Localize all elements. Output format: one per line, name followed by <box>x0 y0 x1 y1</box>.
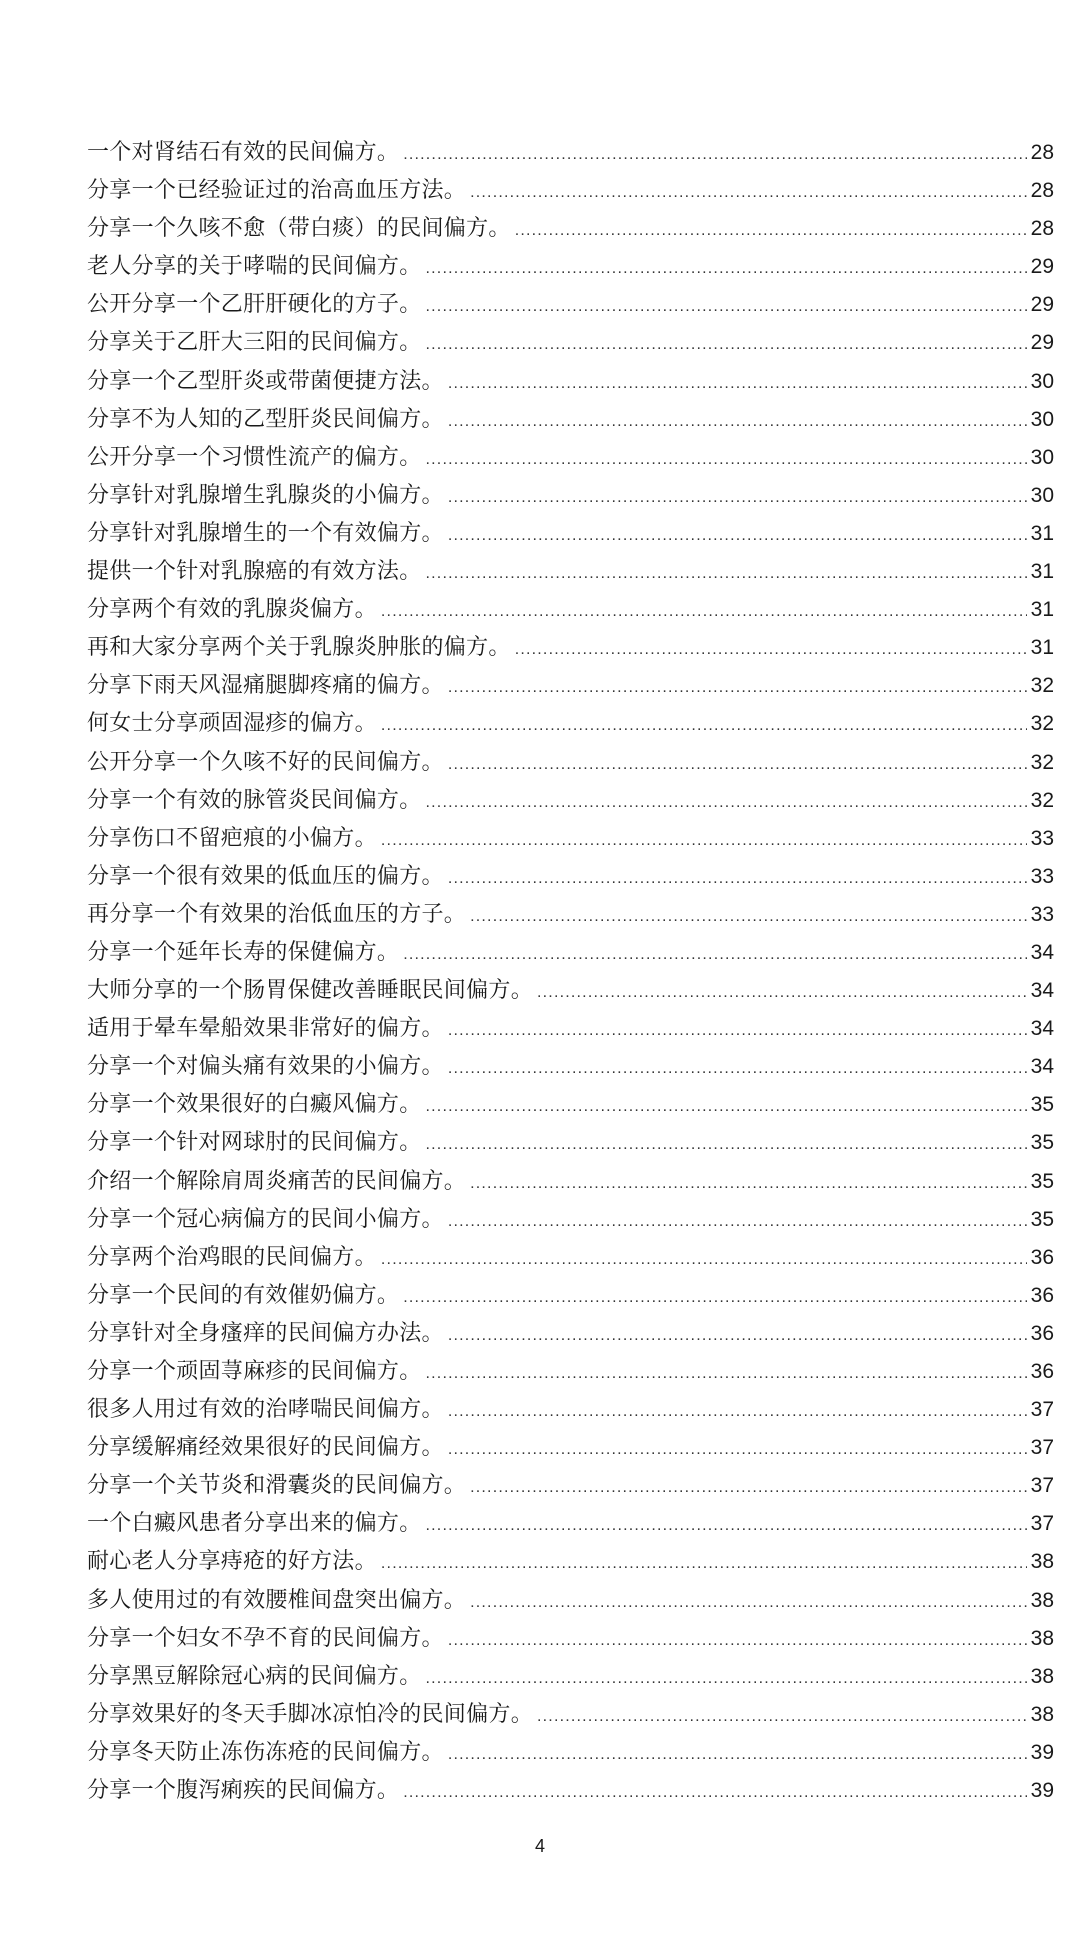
toc-dot-leader <box>448 860 1027 898</box>
toc-dot-leader <box>403 1279 1026 1317</box>
toc-entry-title: 分享两个治鸡眼的民间偏方。 <box>87 1244 377 1270</box>
toc-dot-leader <box>448 669 1027 707</box>
toc-entry-page: 33 <box>1030 826 1054 850</box>
toc-entry[interactable] <box>87 744 1054 782</box>
toc-entry-page: 35 <box>1030 1207 1054 1231</box>
toc-dot-leader <box>470 1584 1027 1622</box>
toc-dot-leader <box>515 631 1027 669</box>
toc-dot-leader <box>426 1126 1027 1164</box>
toc-entry[interactable] <box>87 1505 1054 1543</box>
toc-entry-page: 34 <box>1030 1017 1054 1041</box>
toc-dot-leader <box>426 288 1027 326</box>
toc-entry[interactable] <box>87 172 1054 210</box>
toc-entry-title: 分享伤口不留疤痕的小偏方。 <box>87 825 377 851</box>
toc-entry-page: 38 <box>1030 1588 1054 1612</box>
toc-entry-title: 分享一个效果很好的白癜风偏方。 <box>87 1092 422 1118</box>
toc-entry-title: 适用于晕车晕船效果非常好的偏方。 <box>87 1016 444 1042</box>
toc-dot-leader <box>403 1774 1026 1812</box>
toc-entry-title: 分享一个已经验证过的治高血压方法。 <box>87 178 467 204</box>
toc-entry-page: 37 <box>1030 1474 1054 1498</box>
toc-dot-leader <box>381 1241 1027 1279</box>
toc-entry[interactable] <box>87 1010 1054 1048</box>
toc-entry-page: 36 <box>1030 1360 1054 1383</box>
toc-entry-page: 31 <box>1030 560 1054 584</box>
toc-entry[interactable] <box>87 1239 1054 1277</box>
toc-entry-page: 31 <box>1030 521 1054 545</box>
toc-dot-leader <box>426 441 1027 479</box>
toc-entry-title: 分享一个冠心病偏方的民间小偏方。 <box>87 1206 444 1232</box>
toc-dot-leader <box>426 784 1027 822</box>
toc-entry-title: 分享冬天防止冻伤冻疮的民间偏方。 <box>87 1739 444 1765</box>
toc-entry-page: 33 <box>1030 902 1054 926</box>
toc-entry-page: 28 <box>1030 217 1054 241</box>
toc-entry-title: 分享一个对偏头痛有效果的小偏方。 <box>87 1054 444 1080</box>
toc-dot-leader <box>448 365 1027 403</box>
toc-entry-page: 33 <box>1030 864 1054 888</box>
toc-entry-title: 分享针对乳腺增生乳腺炎的小偏方。 <box>87 482 444 508</box>
toc-entry[interactable] <box>87 134 1054 172</box>
toc-entry[interactable] <box>87 1543 1054 1581</box>
toc-dot-leader <box>470 898 1027 936</box>
toc-entry-title: 分享一个很有效果的低血压的偏方。 <box>87 863 444 889</box>
toc-dot-leader <box>426 250 1027 288</box>
toc-entry-page: 34 <box>1030 940 1054 964</box>
toc-entry[interactable] <box>87 1315 1054 1353</box>
toc-entry-title: 分享一个妇女不孕不育的民间偏方。 <box>87 1625 444 1651</box>
toc-entry-page: 31 <box>1030 598 1054 622</box>
toc-entry-page: 35 <box>1030 1131 1054 1155</box>
toc-entry[interactable] <box>87 401 1054 439</box>
toc-entry-page: 38 <box>1030 1664 1054 1688</box>
toc-dot-leader <box>448 1012 1027 1050</box>
toc-entry[interactable] <box>87 1277 1054 1315</box>
toc-entry-title: 分享一个久咳不愈（带白痰）的民间偏方。 <box>87 216 511 242</box>
toc-entry-title: 公开分享一个习惯性流产的偏方。 <box>87 444 422 470</box>
toc-entry-title: 多人使用过的有效腰椎间盘突出偏方。 <box>87 1587 467 1613</box>
toc-entry[interactable] <box>87 1124 1054 1162</box>
toc-entry[interactable] <box>87 934 1054 972</box>
toc-entry[interactable] <box>87 1048 1054 1086</box>
toc-dot-leader <box>426 326 1027 364</box>
toc-dot-leader <box>537 1698 1027 1736</box>
toc-entry-title: 分享一个关节炎和滑囊炎的民间偏方。 <box>87 1473 467 1499</box>
toc-entry[interactable] <box>87 782 1054 820</box>
toc-entry[interactable] <box>87 896 1054 934</box>
toc-dot-leader <box>448 479 1027 517</box>
toc-entry-page: 31 <box>1030 636 1054 660</box>
toc-dot-leader <box>448 1431 1027 1469</box>
toc-dot-leader <box>448 1317 1027 1355</box>
toc-entry[interactable] <box>87 1201 1054 1239</box>
toc-entry[interactable] <box>87 858 1054 896</box>
toc-entry-title: 分享一个腹泻痢疾的民间偏方。 <box>87 1778 400 1804</box>
toc-dot-leader <box>448 1622 1027 1660</box>
toc-entry-title: 何女士分享顽固湿疹的偏方。 <box>87 711 377 737</box>
toc-entry-title: 分享关于乙肝大三阳的民间偏方。 <box>87 330 422 356</box>
toc-entry[interactable] <box>87 1582 1054 1620</box>
toc-entry[interactable] <box>87 1086 1054 1124</box>
toc-entry-page: 35 <box>1030 1169 1054 1193</box>
toc-entry-page: 34 <box>1030 979 1054 1003</box>
toc-entry[interactable] <box>87 1772 1054 1810</box>
toc-entry-title: 介绍一个解除肩周炎痛苦的民间偏方。 <box>87 1168 467 1194</box>
toc-entry[interactable] <box>87 629 1054 667</box>
toc-entry-title: 分享两个有效的乳腺炎偏方。 <box>87 597 377 623</box>
toc-entry-title: 分享缓解痛经效果很好的民间偏方。 <box>87 1435 444 1461</box>
toc-dot-leader <box>403 936 1026 974</box>
toc-entry-title: 耐心老人分享痔疮的好方法。 <box>87 1549 377 1575</box>
toc-entry-title: 公开分享一个久咳不好的民间偏方。 <box>87 749 444 775</box>
toc-dot-leader <box>448 517 1027 555</box>
toc-dot-leader <box>448 403 1027 441</box>
toc-entry-page: 30 <box>1030 407 1054 431</box>
toc-entry-page: 29 <box>1030 293 1054 317</box>
toc-entry-title: 大师分享的一个肠胃保健改善睡眠民间偏方。 <box>87 978 534 1004</box>
toc-entry[interactable] <box>87 1163 1054 1201</box>
toc-dot-leader <box>381 1545 1027 1583</box>
toc-entry-title: 分享针对乳腺增生的一个有效偏方。 <box>87 520 444 546</box>
toc-entry[interactable] <box>87 553 1054 591</box>
toc-entry-title: 分享一个有效的脉管炎民间偏方。 <box>87 787 422 813</box>
toc-entry-page: 34 <box>1030 1055 1054 1079</box>
toc-entry-page: 28 <box>1030 179 1054 203</box>
toc-entry[interactable] <box>87 1620 1054 1658</box>
toc-dot-leader <box>426 1355 1027 1393</box>
toc-entry-page: 36 <box>1030 1283 1054 1307</box>
toc-entry[interactable] <box>87 210 1054 248</box>
toc-dot-leader <box>381 593 1027 631</box>
toc-entry[interactable] <box>87 1658 1054 1696</box>
toc-entry[interactable] <box>87 972 1054 1010</box>
toc-entry[interactable] <box>87 820 1054 858</box>
toc-entry-page: 38 <box>1030 1550 1054 1574</box>
toc-dot-leader <box>470 1165 1027 1203</box>
toc-entry-page: 32 <box>1030 750 1054 774</box>
toc-entry-page: 39 <box>1030 1740 1054 1764</box>
toc-entry[interactable] <box>87 1734 1054 1772</box>
toc-dot-leader <box>448 746 1027 784</box>
toc-entry[interactable] <box>87 477 1054 515</box>
toc-dot-leader <box>426 555 1027 593</box>
toc-entry[interactable] <box>87 1429 1054 1467</box>
toc-entry-title: 分享针对全身瘙痒的民间偏方办法。 <box>87 1320 444 1346</box>
toc-entry-page: 30 <box>1030 369 1054 393</box>
toc-dot-leader <box>537 974 1027 1012</box>
page-number: 4 <box>534 1836 545 1856</box>
toc-entry-title: 提供一个针对乳腺癌的有效方法。 <box>87 559 422 585</box>
toc-entry-page: 32 <box>1030 712 1054 736</box>
toc-entry-title: 分享一个顽固荨麻疹的民间偏方。 <box>87 1359 422 1384</box>
toc-entry-page: 29 <box>1030 331 1054 355</box>
toc-dot-leader <box>470 174 1027 212</box>
toc-entry[interactable] <box>87 705 1054 743</box>
toc-entry-page: 37 <box>1030 1512 1054 1536</box>
toc-dot-leader <box>515 212 1027 250</box>
toc-dot-leader <box>426 1088 1027 1126</box>
toc-entry[interactable] <box>87 1391 1054 1429</box>
toc-entry-page: 36 <box>1030 1321 1054 1345</box>
toc-entry[interactable] <box>87 286 1054 324</box>
toc-entry-title: 分享不为人知的乙型肝炎民间偏方。 <box>87 406 444 432</box>
toc-dot-leader <box>403 136 1026 174</box>
toc-entry-title: 分享一个延年长寿的保健偏方。 <box>87 939 400 965</box>
toc-entry-title: 再和大家分享两个关于乳腺炎肿胀的偏方。 <box>87 635 511 661</box>
toc-dot-leader <box>448 1203 1027 1241</box>
toc-entry-title: 分享下雨天风湿痛腿脚疼痛的偏方。 <box>87 673 444 699</box>
toc-entry[interactable] <box>87 515 1054 553</box>
toc-entry[interactable] <box>87 1353 1054 1391</box>
toc-entry-title: 分享一个民间的有效催奶偏方。 <box>87 1282 400 1308</box>
toc-entry-page: 37 <box>1030 1436 1054 1460</box>
toc-dot-leader <box>470 1469 1027 1507</box>
toc-entry-title: 分享一个针对网球肘的民间偏方。 <box>87 1130 422 1156</box>
table-of-contents <box>87 134 1054 1810</box>
toc-entry[interactable] <box>87 591 1054 629</box>
toc-dot-leader <box>381 822 1027 860</box>
toc-entry-page: 36 <box>1030 1245 1054 1269</box>
toc-entry[interactable] <box>87 324 1054 362</box>
toc-entry-page: 39 <box>1030 1779 1054 1803</box>
toc-entry-page: 38 <box>1030 1702 1054 1726</box>
toc-dot-leader <box>381 707 1027 745</box>
toc-dot-leader <box>448 1736 1027 1774</box>
toc-entry-title: 一个白癜风患者分享出来的偏方。 <box>87 1511 422 1537</box>
toc-entry[interactable] <box>87 1696 1054 1734</box>
toc-entry-title: 分享效果好的冬天手脚冰凉怕冷的民间偏方。 <box>87 1701 534 1727</box>
toc-entry-page: 32 <box>1030 788 1054 812</box>
toc-entry[interactable] <box>87 248 1054 286</box>
toc-entry[interactable] <box>87 439 1054 477</box>
toc-entry[interactable] <box>87 363 1054 401</box>
toc-entry-page: 28 <box>1030 141 1054 164</box>
toc-entry-page: 38 <box>1030 1626 1054 1650</box>
toc-entry-title: 一个对肾结石有效的民间偏方。 <box>87 140 400 165</box>
toc-dot-leader <box>448 1393 1027 1431</box>
toc-dot-leader <box>426 1660 1027 1698</box>
toc-entry-title: 很多人用过有效的治哮喘民间偏方。 <box>87 1397 444 1423</box>
toc-dot-leader <box>448 1050 1027 1088</box>
toc-entry-page: 32 <box>1030 674 1054 698</box>
toc-entry-page: 35 <box>1030 1093 1054 1117</box>
toc-entry-page: 29 <box>1030 255 1054 279</box>
toc-entry[interactable] <box>87 667 1054 705</box>
toc-entry-page: 30 <box>1030 445 1054 469</box>
toc-entry-title: 老人分享的关于哮喘的民间偏方。 <box>87 254 422 280</box>
toc-dot-leader <box>426 1507 1027 1545</box>
toc-entry[interactable] <box>87 1467 1054 1505</box>
toc-entry-page: 30 <box>1030 483 1054 507</box>
toc-entry-title: 分享一个乙型肝炎或带菌便捷方法。 <box>87 368 444 394</box>
toc-entry-page: 37 <box>1030 1398 1054 1422</box>
toc-entry-title: 再分享一个有效果的治低血压的方子。 <box>87 901 467 927</box>
toc-entry-title: 分享黑豆解除冠心病的民间偏方。 <box>87 1663 422 1689</box>
toc-entry-title: 公开分享一个乙肝肝硬化的方子。 <box>87 292 422 318</box>
